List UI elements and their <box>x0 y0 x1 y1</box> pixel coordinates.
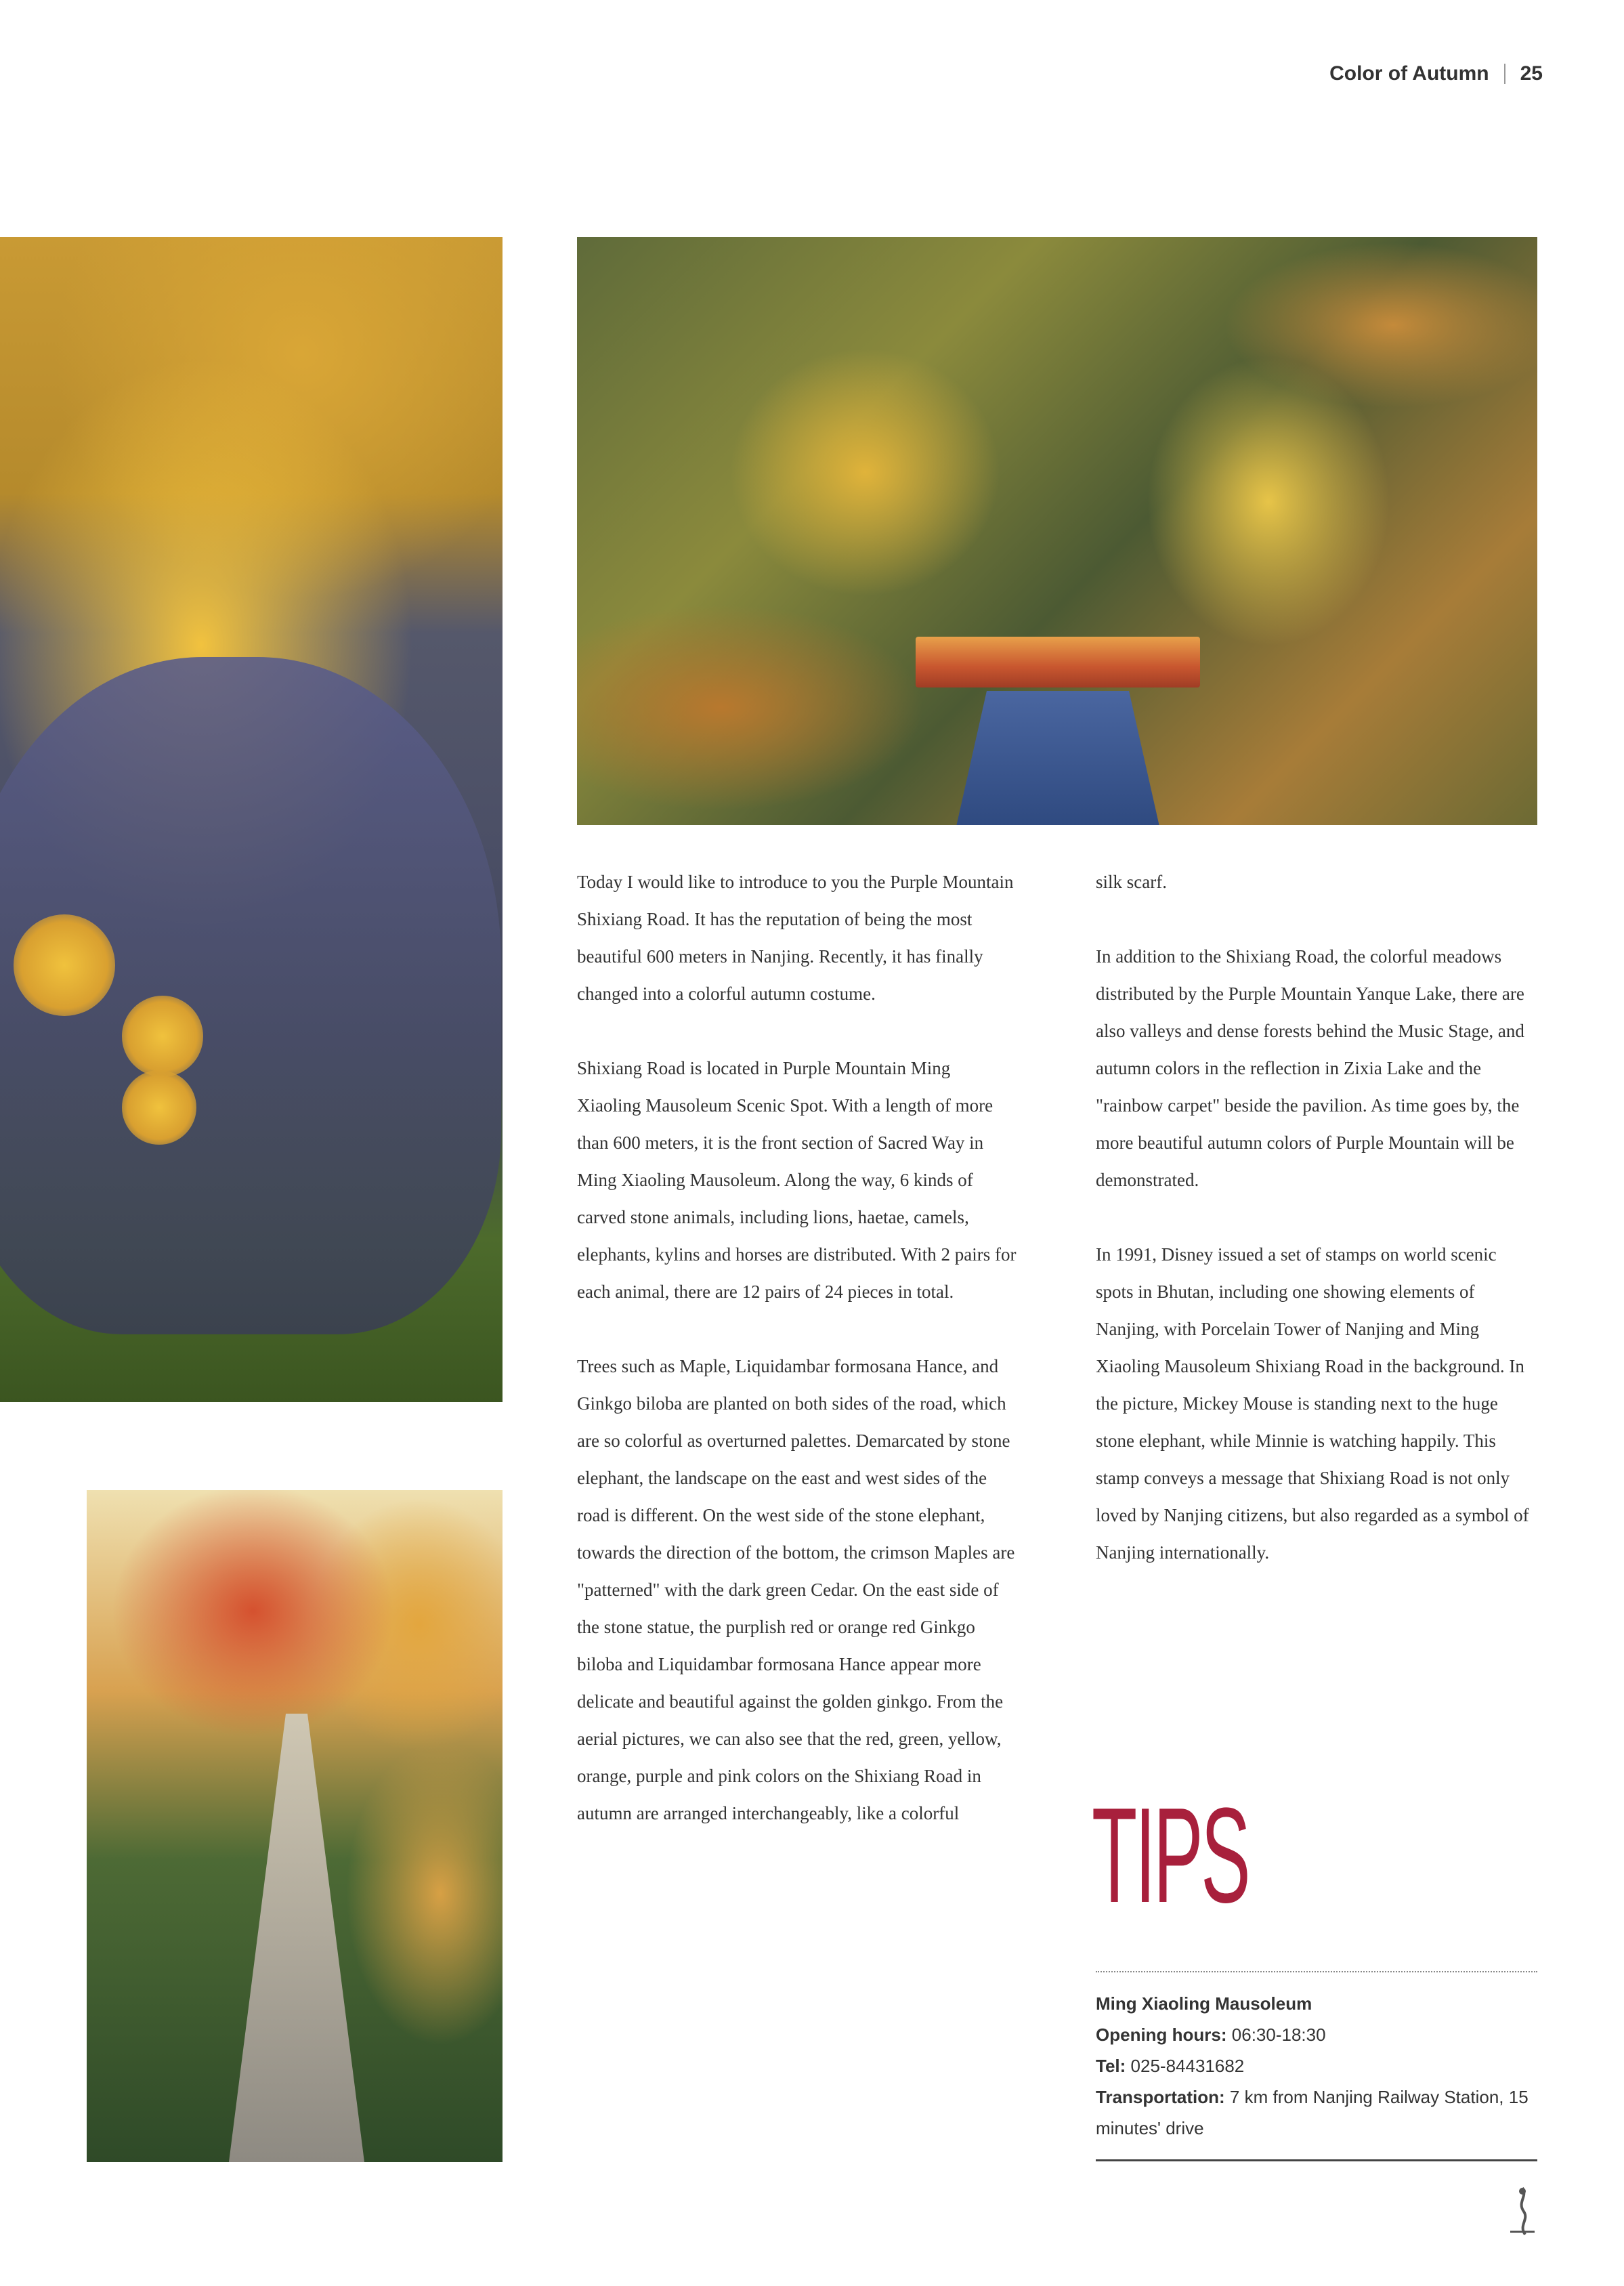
red-gate-shape <box>916 637 1200 687</box>
right-text-column <box>1096 864 1537 1609</box>
tips-opening-hours <box>1096 2019 1537 2050</box>
tips-info <box>1096 1988 1537 2144</box>
magazine-logo-icon <box>1502 2184 1543 2239</box>
tips-transportation <box>1096 2081 1537 2144</box>
opening-hours-label: Opening hours: <box>1096 2025 1227 2045</box>
paragraph: In addition to the Shixiang Road, the colorful meadows distributed by the Purple Mountain Yanque Lake, there are also valleys and dense forests behind the Music Stage, and autumn colors in the reflection in Zixia Lake and the "rainbow carpet" beside the pavilion. As time goes by, the more beautiful autumn colors of Purple Mountain will be demonstrated. <box>1096 946 1524 1190</box>
tips-venue: Ming Xiaoling Mausoleum <box>1096 1993 1312 2014</box>
aerial-shixiang-road-photo <box>577 237 1537 825</box>
tips-divider-top <box>1096 1971 1537 1972</box>
paragraph: silk scarf. <box>1096 872 1167 892</box>
tips-tel <box>1096 2050 1537 2081</box>
paragraph: Today I would like to introduce to you the Purple Mountain Shixiang Road. It has the reputation of being the most beautiful 600 meters in Nanjing. Recently, it has finally changed into a colorful autumn costume. <box>577 872 1014 1004</box>
paragraph: Trees such as Maple, Liquidambar formosana Hance, and Ginkgo biloba are planted on both sides of the road, which are so colorful as overturned palettes. Demarcated by stone elephant, the landscape on the east and west sides of the road is different. On the west side of the stone elephant, towards the direction of the bottom, the crimson Maples are "patterned" with the dark green Cedar. On the east side of the stone statue, the purplish red or orange red Ginkgo biloba and Liquidambar formosana Hance appear more delicate and beautiful against the golden ginkgo. From the aerial pictures, we can also see that the red, green, yellow, orange, purple and pink colors on the Shixiang Road in autumn are arranged interchangeably, like a colorful <box>577 1356 1015 1823</box>
forest-path-photo <box>87 1490 503 2162</box>
tel-value: 025-84431682 <box>1130 2056 1245 2076</box>
walkway-shape <box>229 1714 364 2162</box>
tips-divider-bottom <box>1096 2159 1537 2161</box>
road-shape <box>956 691 1159 825</box>
opening-hours-value: 06:30-18:30 <box>1231 2025 1326 2045</box>
leaf-cluster <box>14 914 115 1016</box>
paragraph: Shixiang Road is located in Purple Mountain Ming Xiaoling Mausoleum Scenic Spot. With a length of more than 600 meters, it is the front section of Sacred Way in Ming Xiaoling Mausoleum. Along the way, 6 kinds of carved stone animals, including lions, haetae, camels, elephants, kylins and horses are distributed. With 2 pairs for each animal, there are 12 pairs of 24 pieces in total. <box>577 1058 1017 1302</box>
tips-heading: TIPS <box>1092 1780 1249 1931</box>
running-header <box>1329 62 1543 85</box>
stone-elephant-photo <box>0 237 503 1402</box>
tel-label: Tel: <box>1096 2056 1126 2076</box>
transportation-value: 7 km from Nanjing Railway Station, 15 minutes' drive <box>1096 2087 1529 2138</box>
left-text-column <box>577 864 1017 1869</box>
paragraph: In 1991, Disney issued a set of stamps on world scenic spots in Bhutan, including one showing elements of Nanjing, with Porcelain Tower of Nanjing and Ming Xiaoling Mausoleum Shixiang Road in the background. In the picture, Mickey Mouse is standing next to the huge stone elephant, while Minnie is watching happily. This stamp conveys a message that Shixiang Road is not only loved by Nanjing citizens, but also regarded as a symbol of Nanjing internationally. <box>1096 1244 1529 1563</box>
section-title: Color of Autumn <box>1329 62 1489 85</box>
page-number: 25 <box>1520 62 1543 85</box>
leaf-cluster <box>122 1070 196 1145</box>
header-divider <box>1504 64 1505 84</box>
leaf-cluster <box>122 996 203 1077</box>
transportation-label: Transportation: <box>1096 2087 1225 2107</box>
